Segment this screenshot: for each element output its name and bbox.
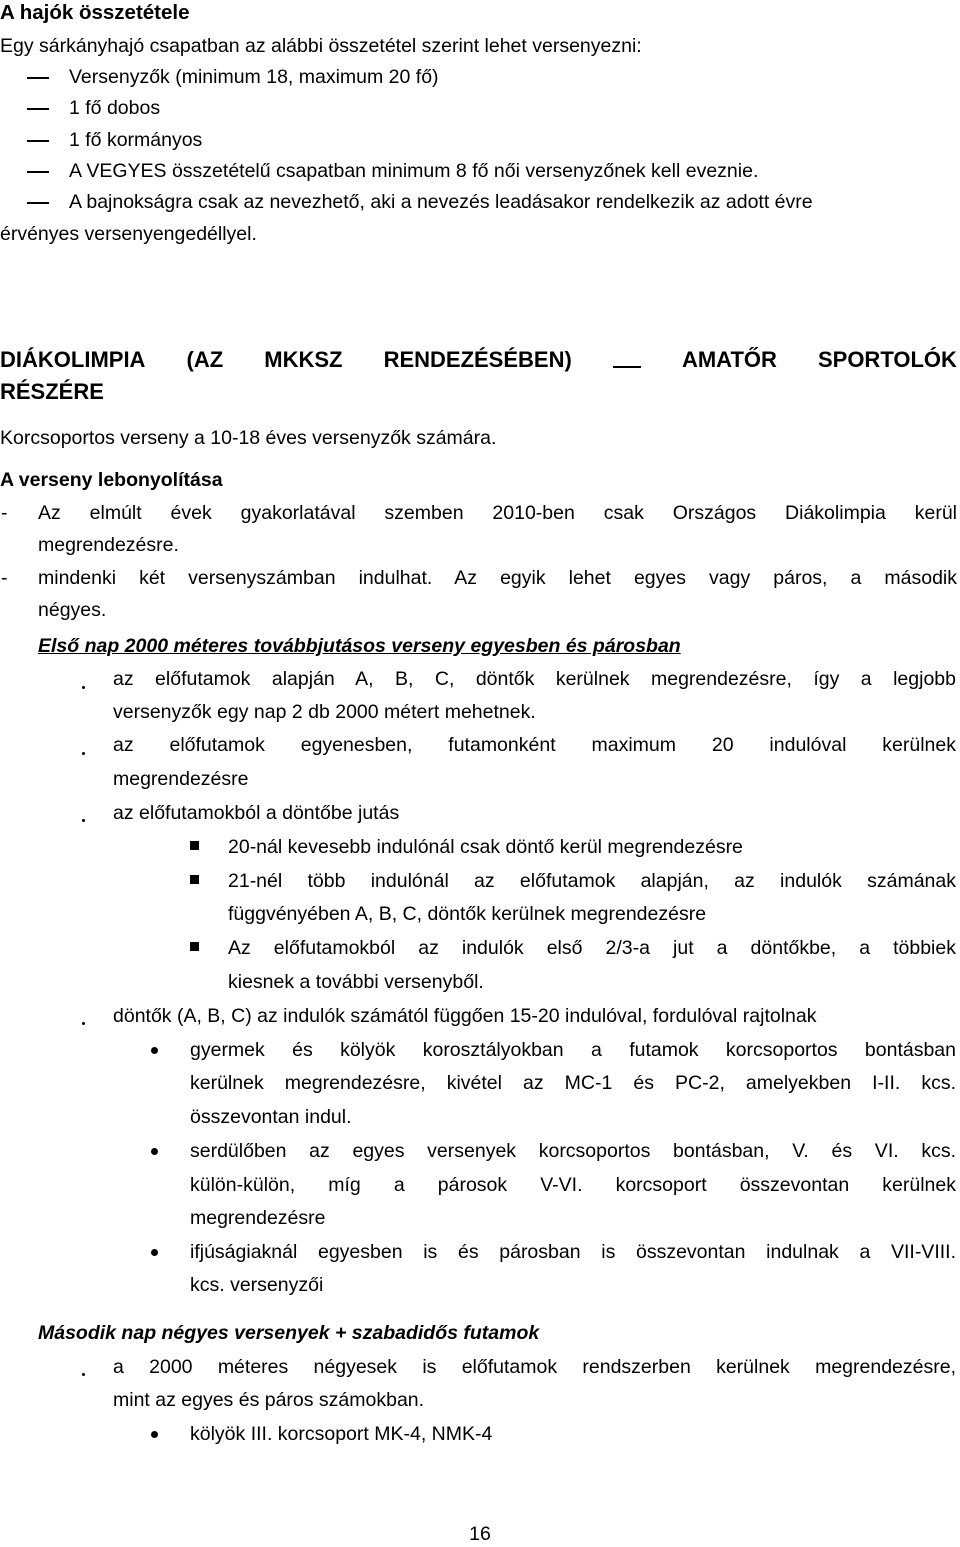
section-title-line2: RÉSZÉRE — [0, 379, 104, 404]
title-word: (AZ — [186, 347, 224, 372]
title-word: RENDEZÉSÉBEN) — [383, 347, 572, 372]
dash-bullet-icon — [27, 140, 49, 142]
list-item: 1 fő kormányos — [69, 129, 203, 151]
sub-bullet-line: 21-nél több indulónál az előfutamok alapján, az indulók számának — [228, 870, 956, 892]
bullet-line: az előfutamokból a döntőbe jutás — [113, 802, 400, 824]
sub-bullet-line: kiesnek a további versenyből. — [228, 971, 484, 993]
list-item: Versenyzők (minimum 18, maximum 20 fő) — [69, 66, 439, 88]
page-number: 16 — [469, 1523, 491, 1545]
day1-heading: Első nap 2000 méteres továbbjutásos verseny egyesben és párosban — [38, 635, 681, 657]
disc-bullet-icon — [151, 1431, 158, 1438]
intro-text: Egy sárkányhajó csapatban az alábbi összetétel szerint lehet versenyezni: — [0, 35, 642, 57]
sub-bullet-line: kerülnek megrendezésre, kivétel az MC-1 és PC-2, amelyekben I-II. kcs. — [190, 1072, 956, 1094]
bullet-line: a 2000 méteres négyesek is előfutamok rendszerben kerülnek megrendezésre, — [113, 1356, 956, 1378]
list-item: A bajnokságra csak az nevezhető, aki a nevezés leadásakor rendelkezik az adott évre — [69, 191, 813, 213]
paragraph-line: Az elmúlt évek gyakorlatával szemben 2010-ben csak Országos Diákolimpia kerül — [38, 502, 957, 524]
sub-bullet-line: kcs. versenyzői — [190, 1274, 324, 1296]
disc-bullet-icon — [151, 1249, 158, 1256]
bullet-line: megrendezésre — [113, 768, 249, 790]
dot-bullet-icon — [82, 819, 85, 822]
sub-bullet-line: megrendezésre — [190, 1207, 326, 1229]
title-word: DIÁKOLIMPIA — [0, 347, 146, 372]
paragraph-line: megrendezésre. — [38, 534, 179, 556]
dot-bullet-icon — [82, 1022, 85, 1025]
disc-bullet-icon — [151, 1148, 158, 1155]
dash-bullet-icon — [27, 108, 49, 110]
sub-bullet-line: serdülőben az egyes versenyek korcsoportos bontásban, V. és VI. kcs. — [190, 1140, 956, 1162]
dash-bullet-icon — [27, 202, 49, 204]
list-item: 1 fő dobos — [69, 97, 161, 119]
sub-bullet-line: Az előfutamokból az indulók első 2/3-a jut a döntőkbe, a többiek — [228, 937, 956, 959]
title-word: MKKSZ — [264, 347, 343, 372]
paragraph-line: négyes. — [38, 599, 107, 621]
disc-bullet-icon — [151, 1047, 158, 1054]
sub-bullet-line: összevontan indul. — [190, 1106, 352, 1128]
sub-bullet-line: függvényében A, B, C, döntők kerülnek megrendezésre — [228, 903, 707, 925]
bullet-line: mint az egyes és páros számokban. — [113, 1389, 425, 1411]
dash-bullet-icon — [27, 77, 49, 79]
square-bullet-icon — [190, 942, 199, 951]
hyphen-bullet-icon: - — [1, 567, 8, 589]
paragraph-line: mindenki két versenyszámban indulhat. Az egyik lehet egyes vagy páros, a második — [38, 567, 957, 589]
sub-bullet-line: kölyök III. korcsoport MK-4, NMK-4 — [190, 1423, 493, 1445]
sub-bullet-line: 20-nál kevesebb indulónál csak döntő kerül megrendezésre — [228, 836, 743, 858]
title-word: SPORTOLÓK — [817, 347, 957, 372]
dot-bullet-icon — [82, 1373, 85, 1376]
dash-bullet-icon — [27, 171, 49, 173]
bullet-line: az előfutamok egyenesben, futamonként maximum 20 indulóval kerülnek — [113, 734, 956, 756]
title-word: AMATŐR — [681, 347, 777, 372]
hyphen-bullet-icon: - — [1, 502, 8, 524]
title-dash-icon — [613, 366, 641, 368]
bullet-line: döntők (A, B, C) az indulók számától függően 15-20 indulóval, fordulóval rajtolnak — [113, 1005, 817, 1027]
square-bullet-icon — [190, 841, 199, 850]
subheading: A verseny lebonyolítása — [0, 469, 223, 491]
bullet-line: az előfutamok alapján A, B, C, döntők kerülnek megrendezésre, így a legjobb — [113, 668, 956, 690]
list-item: A VEGYES összetételű csapatban minimum 8 fő női versenyzőnek kell eveznie. — [69, 160, 759, 182]
square-bullet-icon — [190, 875, 199, 884]
sub-bullet-line: külön-külön, míg a párosok V-VI. korcsoport összevontan kerülnek — [190, 1174, 956, 1196]
list-item-continuation: érvényes versenyengedéllyel. — [0, 223, 257, 245]
sub-bullet-line: gyermek és kölyök korosztályokban a futamok korcsoportos bontásban — [190, 1039, 956, 1061]
bullet-line: versenyzők egy nap 2 db 2000 métert mehetnek. — [113, 701, 536, 723]
section-title-boats: A hajók összetétele — [0, 1, 190, 24]
sub-bullet-line: ifjúságiaknál egyesben is és párosban is összevontan indulnak a VII-VIII. — [190, 1241, 956, 1263]
dot-bullet-icon — [82, 752, 85, 755]
dot-bullet-icon — [82, 686, 85, 689]
day2-heading: Második nap négyes versenyek + szabadidős futamok — [38, 1322, 540, 1344]
section-title-diakolimpia — [0, 345, 957, 375]
subtitle: Korcsoportos verseny a 10-18 éves versenyzők számára. — [0, 427, 497, 449]
